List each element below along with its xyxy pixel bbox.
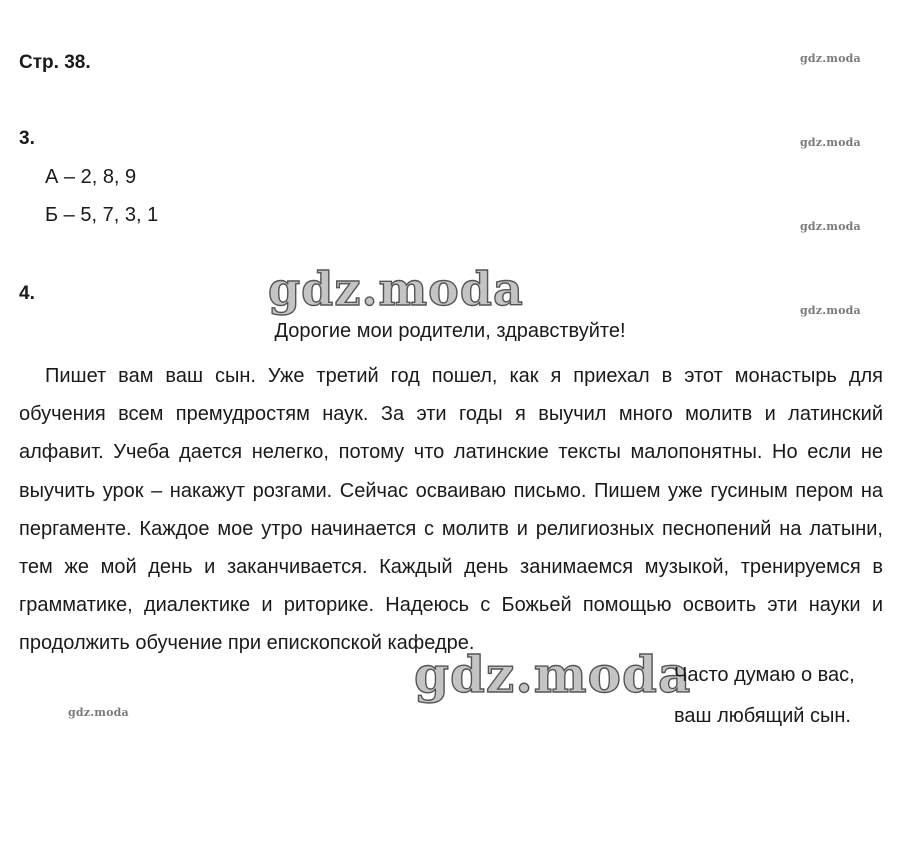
letter-body: Пишет вам ваш сын. Уже третий год пошел, как я приехал в этот монастырь для обучения всем премудростям наук. За эти годы я выучил много молитв и латинский алфавит. Учеба дается нелегко, потому что латинские тексты малопонятны. Но если не выучить урок – накажут розгами. Сейчас осваиваю письмо. Пишем уже гусиным пером на пергаменте. Каждое мое утро начинается с молитв и религиозных песнопений на латыни, тем же мой день и заканчивается. Каждый день занимаемся музыкой, тренируемся в грамматике, диалектике и риторике. Надеюсь с Божьей помощью освоить эти науки и продолжить обучение при епископской кафедре. — [19, 365, 883, 655]
watermark-small: gdz.moda — [800, 52, 861, 65]
letter-closing-line-1: Часто думаю о вас, — [674, 664, 855, 686]
task-3-answer-b: Б – 5, 7, 3, 1 — [45, 204, 159, 226]
watermark-small: gdz.moda — [800, 220, 861, 233]
watermark-small: gdz.moda — [68, 706, 129, 719]
watermark-large-logo: gdz.moda — [268, 262, 524, 316]
watermark-small: gdz.moda — [800, 136, 861, 149]
task-3-number: 3. — [19, 128, 35, 149]
letter-greeting: Дорогие мои родители, здравствуйте! — [274, 320, 626, 342]
watermark-large-logo: gdz.moda — [414, 645, 692, 704]
task-3-answer-a: А – 2, 8, 9 — [45, 166, 137, 188]
page-number-heading: Стр. 38. — [19, 52, 91, 73]
letter-closing-signature: ваш любящий сын. — [674, 705, 851, 727]
task-4-number: 4. — [19, 283, 35, 304]
watermark-small: gdz.moda — [800, 304, 861, 317]
